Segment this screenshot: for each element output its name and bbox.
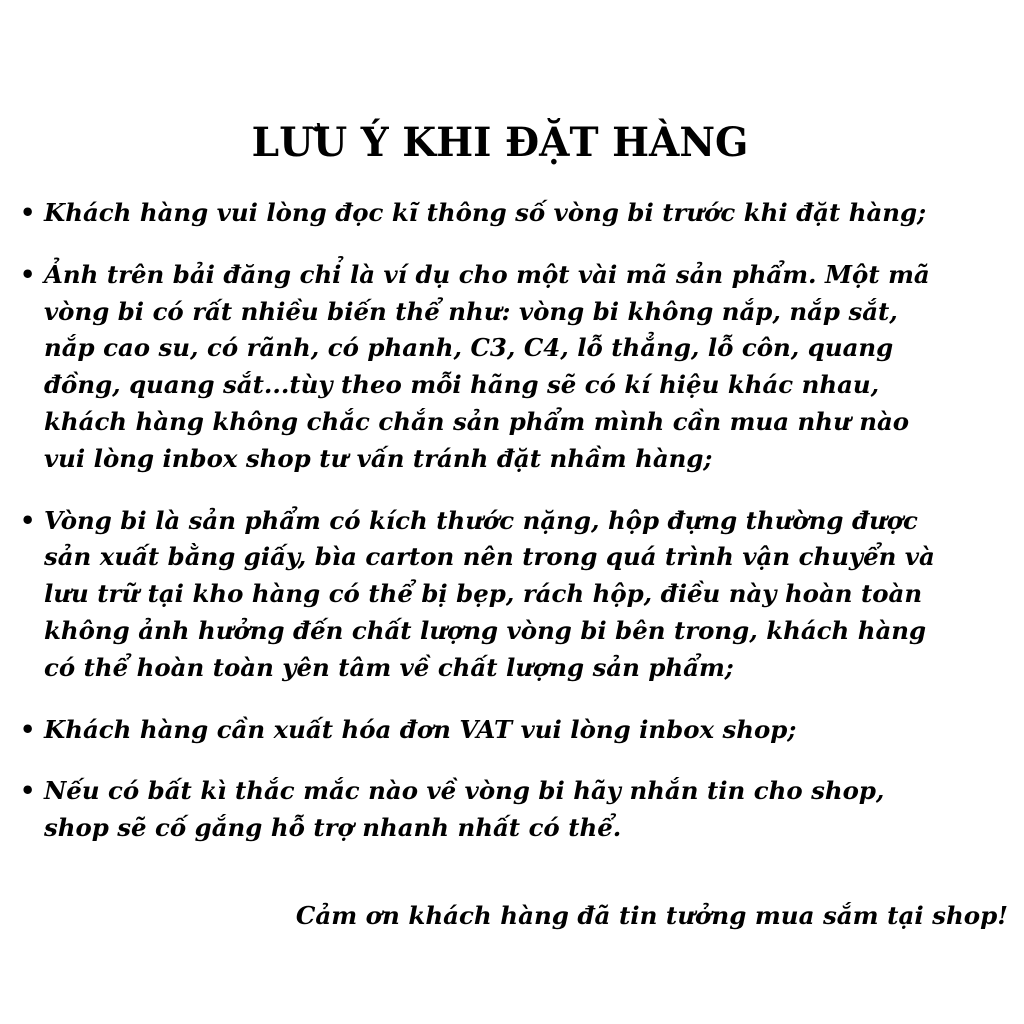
note-line: sản xuất bằng giấy, bìa carton nên trong quá trình vận chuyển và — [44, 542, 935, 572]
bullet-icon: • — [20, 198, 36, 227]
note-item — [20, 712, 1020, 749]
note-item — [20, 773, 1020, 847]
note-line: vòng bi có rất nhiều biến thể như: vòng bi không nắp, nắp sắt, — [44, 296, 898, 326]
note-line: khách hàng không chắc chắn sản phẩm mình cần mua như nào — [44, 406, 910, 436]
note-line: có thể hoàn toàn yên tâm về chất lượng sản phẩm; — [44, 652, 734, 682]
note-item — [20, 195, 1020, 232]
note-item — [20, 257, 1020, 478]
bullet-icon: • — [20, 714, 36, 744]
bullet-icon: • — [20, 776, 36, 806]
bullet-icon: • — [20, 259, 36, 289]
note-line: đồng, quang sắt...tùy theo mỗi hãng sẽ có kí hiệu khác nhau, — [44, 370, 880, 400]
note-line: vui lòng inbox shop tư vấn tránh đặt nhầm hàng; — [44, 443, 713, 473]
note-line: Khách hàng cần xuất hóa đơn VAT vui lòng inbox shop; — [44, 714, 797, 744]
note-line: shop sẽ cố gắng hỗ trợ nhanh nhất có thể. — [44, 813, 622, 843]
notes-list — [20, 195, 1020, 872]
note-line: lưu trữ tại kho hàng có thể bị bẹp, rách hộp, điều này hoàn toàn — [44, 579, 923, 609]
note-line: Nếu có bất kì thắc mắc nào về vòng bi hãy nhắn tin cho shop, — [44, 776, 885, 806]
thank-you-message: Cảm ơn khách hàng đã tin tưởng mua sắm tại shop! — [295, 901, 1008, 930]
page-title: LƯU Ý KHI ĐẶT HÀNG — [251, 119, 749, 166]
note-item — [20, 503, 1020, 687]
bullet-icon: • — [20, 505, 36, 535]
note-line: Ảnh trên bải đăng chỉ là ví dụ cho một vài mã sản phẩm. Một mã — [44, 259, 930, 289]
note-line: nắp cao su, có rãnh, có phanh, C3, C4, lỗ thẳng, lỗ côn, quang — [44, 333, 894, 363]
note-line: không ảnh hưởng đến chất lượng vòng bi bên trong, khách hàng — [44, 615, 927, 645]
note-line: Khách hàng vui lòng đọc kĩ thông số vòng bi trước khi đặt hàng; — [44, 198, 927, 227]
note-line: Vòng bi là sản phẩm có kích thước nặng, hộp đựng thường được — [44, 505, 918, 535]
